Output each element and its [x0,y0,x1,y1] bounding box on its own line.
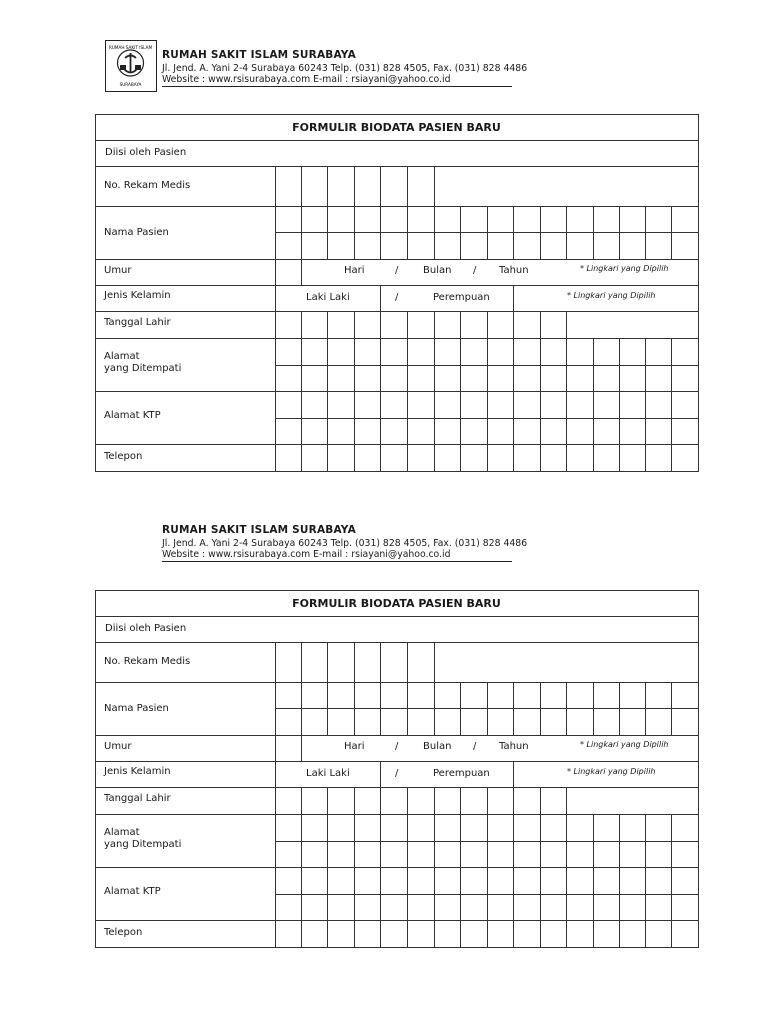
grid-line [540,311,541,338]
grid-line [301,682,302,735]
grid-line [301,787,302,814]
grid-line [487,206,488,259]
grid-line [327,814,328,947]
grid-line [540,338,541,471]
gender-male: Laki Laki [306,292,350,303]
label-tanggal-lahir: Tanggal Lahir [104,317,171,328]
grid-line [354,682,355,735]
grid-line [434,787,435,814]
grid-line [434,311,435,338]
grid-line [95,471,699,472]
grid-line [487,787,488,814]
logo-text-bottom: SURABAYA [119,82,142,87]
label-umur: Umur [104,265,132,276]
grid-line [434,338,435,471]
label-jenis-kelamin: Jenis Kelamin [104,290,171,301]
umur-separator: / [395,741,399,752]
grid-line [619,206,620,259]
umur-bulan: Bulan [423,265,452,276]
grid-line [460,682,461,735]
label-tanggal-lahir: Tanggal Lahir [104,793,171,804]
grid-line [95,590,96,947]
grid-line [301,735,302,761]
grid-line [354,814,355,947]
grid-line [540,206,541,259]
label-telepon: Telepon [104,451,143,462]
circle-note: * Lingkari yang Dipilih [580,264,669,273]
logo-text-top: RUMAH SAKIT ISLAM [108,45,153,50]
grid-line [327,338,328,471]
grid-line [95,444,699,445]
grid-line [301,206,302,259]
grid-line [460,206,461,259]
hospital-website: Website : www.rsisurabaya.com E-mail : rsiayani@yahoo.co.id [162,74,451,85]
form-subtitle: Diisi oleh Pasien [105,623,187,634]
gender-separator: / [395,292,399,303]
grid-line [327,682,328,735]
label-alamat: Alamat [104,351,140,362]
grid-line [407,642,408,682]
grid-line [487,311,488,338]
grid-line [95,114,699,115]
grid-line [301,259,302,285]
grid-line [354,338,355,471]
grid-line [513,814,514,947]
grid-line [327,166,328,206]
grid-line [95,285,699,286]
hospital-logo [105,40,157,92]
grid-line [380,814,381,947]
grid-line [275,166,276,471]
umur-tahun: Tahun [499,265,529,276]
gender-female: Perempuan [433,768,490,779]
grid-line [301,642,302,682]
label-jenis-kelamin: Jenis Kelamin [104,766,171,777]
grid-line [95,947,699,948]
grid-line [407,682,408,735]
form-copy-2 [0,476,768,946]
grid-line [619,814,620,947]
grid-line [95,311,699,312]
grid-line [95,920,699,921]
label-alamat-ktp: Alamat KTP [104,886,161,897]
gender-separator: / [395,768,399,779]
grid-line [95,761,699,762]
grid-line [593,206,594,259]
grid-line [513,285,514,311]
label-alamat-ditempati: yang Ditempati [104,839,182,850]
grid-line [540,814,541,947]
grid-line [434,166,435,206]
label-nama-pasien: Nama Pasien [104,227,169,238]
grid-line [513,311,514,338]
label-alamat: Alamat [104,827,140,838]
grid-line [460,814,461,947]
grid-line [566,814,567,947]
grid-line [380,166,381,206]
grid-line [513,206,514,259]
umur-hari: Hari [344,741,365,752]
grid-line [327,787,328,814]
header-underline [162,86,512,87]
grid-line [95,682,699,683]
hospital-name: RUMAH SAKIT ISLAM SURABAYA [162,49,356,61]
label-alamat-ktp: Alamat KTP [104,410,161,421]
grid-line [327,206,328,259]
grid-line [380,285,381,311]
grid-line [513,761,514,787]
grid-line [619,338,620,471]
grid-line [566,206,567,259]
grid-line [407,338,408,471]
umur-separator: / [473,265,477,276]
umur-tahun: Tahun [499,741,529,752]
grid-line [354,787,355,814]
umur-separator: / [395,265,399,276]
grid-line [95,206,699,207]
grid-line [380,761,381,787]
grid-line [619,682,620,735]
grid-line [671,682,672,735]
grid-line [407,311,408,338]
grid-line [671,338,672,471]
circle-note: * Lingkari yang Dipilih [567,767,656,776]
grid-line [301,814,302,947]
grid-line [407,206,408,259]
grid-line [566,311,567,338]
umur-bulan: Bulan [423,741,452,752]
grid-line [95,787,699,788]
grid-line [380,206,381,259]
hospital-website: Website : www.rsisurabaya.com E-mail : rsiayani@yahoo.co.id [162,549,451,560]
grid-line [95,140,699,141]
grid-line [645,338,646,471]
grid-line [95,338,699,339]
grid-line [95,259,699,260]
header-underline [162,561,512,562]
gender-male: Laki Laki [306,768,350,779]
hospital-address: Jl. Jend. A. Yani 2-4 Surabaya 60243 Telp. (031) 828 4505, Fax. (031) 828 4486 [162,538,528,549]
label-nama-pasien: Nama Pasien [104,703,169,714]
grid-line [460,311,461,338]
grid-line [566,682,567,735]
grid-line [301,166,302,206]
grid-line [301,311,302,338]
grid-line [487,338,488,471]
umur-hari: Hari [344,265,365,276]
grid-line [434,642,435,682]
grid-line [671,206,672,259]
grid-line [354,311,355,338]
grid-line [327,311,328,338]
grid-line [645,206,646,259]
grid-line [513,338,514,471]
grid-line [380,642,381,682]
grid-line [593,682,594,735]
grid-line [354,642,355,682]
grid-line [380,682,381,735]
grid-line [540,787,541,814]
grid-line [95,867,699,868]
umur-separator: / [473,741,477,752]
grid-line [645,682,646,735]
grid-line [95,642,699,643]
grid-line [487,814,488,947]
label-umur: Umur [104,741,132,752]
grid-line [407,787,408,814]
grid-line [301,338,302,471]
label-alamat-ditempati: yang Ditempati [104,363,182,374]
grid-line [95,166,699,167]
grid-line [354,206,355,259]
grid-line [513,682,514,735]
grid-line [566,787,567,814]
gender-female: Perempuan [433,292,490,303]
hospital-name: RUMAH SAKIT ISLAM SURABAYA [162,524,356,536]
grid-line [95,114,96,471]
grid-line [593,814,594,947]
grid-line [434,206,435,259]
grid-line [460,787,461,814]
form-subtitle: Diisi oleh Pasien [105,147,187,158]
grid-line [593,338,594,471]
grid-line [327,642,328,682]
grid-line [645,814,646,947]
label-rekam-medis: No. Rekam Medis [104,656,191,667]
grid-line [407,814,408,947]
form-title: FORMULIR BIODATA PASIEN BARU [292,597,501,610]
grid-line [407,166,408,206]
grid-line [95,814,699,815]
grid-line [671,814,672,947]
label-telepon: Telepon [104,927,143,938]
form-copy-1 [0,0,768,470]
form-title: FORMULIR BIODATA PASIEN BARU [292,121,501,134]
grid-line [95,391,699,392]
grid-line [380,338,381,471]
biodata-grid [0,114,768,474]
grid-line [513,787,514,814]
grid-line [434,682,435,735]
grid-line [487,682,488,735]
label-rekam-medis: No. Rekam Medis [104,180,191,191]
grid-line [95,735,699,736]
circle-note: * Lingkari yang Dipilih [580,740,669,749]
grid-line [566,338,567,471]
grid-line [460,338,461,471]
circle-note: * Lingkari yang Dipilih [567,291,656,300]
grid-line [275,642,276,947]
grid-line [380,311,381,338]
grid-line [95,616,699,617]
grid-line [434,814,435,947]
biodata-grid [0,590,768,950]
hospital-address: Jl. Jend. A. Yani 2-4 Surabaya 60243 Telp. (031) 828 4505, Fax. (031) 828 4486 [162,63,528,74]
grid-line [540,682,541,735]
grid-line [95,590,699,591]
grid-line [380,787,381,814]
grid-line [354,166,355,206]
